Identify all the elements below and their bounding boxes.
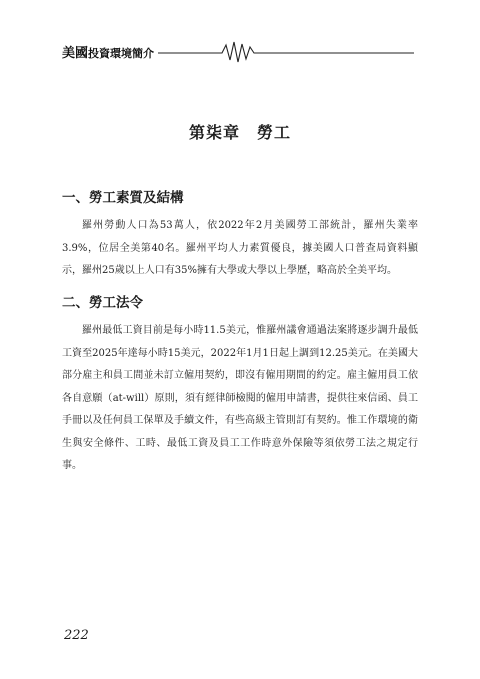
section-heading-labor-law: 二、勞工法令 [62, 295, 143, 311]
running-header [62, 38, 414, 66]
header-title-small: 投資環境簡介 [88, 47, 155, 60]
header-title [62, 42, 158, 61]
page-number: 222 [64, 628, 89, 643]
header-title-big: 美國 [62, 46, 89, 61]
chapter-title: 第柒章 勞工 [188, 123, 291, 142]
paragraph-labor-quality: 羅州勞動人口為53萬人，依2022年2月美國勞工部統計，羅州失業率3.9%，位居全美第40名。羅州平均人力素質優良，據美國人口普查局資料顯示，羅州25歲以上人口有35%擁有大學或大學以上學歷，略高於全美平均。 [62, 220, 418, 276]
section-heading-labor-quality: 一、勞工素質及結構 [62, 190, 184, 206]
paragraph-labor-law: 羅州最低工資目前是每小時11.5美元，惟羅州議會通過法案將逐步調升最低工資至2025年達每小時15美元，2022年1月1日起上調到12.25美元。在美國大部分雇主和員工間並未訂立僱用契約，即沒有僱用期間的約定。雇主僱用員工依各自意願（at-will）原則，須有經律師檢閱的僱用申請書，提供往來信函、員工手冊以及任何員工保單及手續文件，有些高級主管則訂有契約。惟工作環境的衛生與安全條件、工時、最低工資及員工工作時意外保險等須依勞工法之規定行事。 [62, 325, 418, 471]
